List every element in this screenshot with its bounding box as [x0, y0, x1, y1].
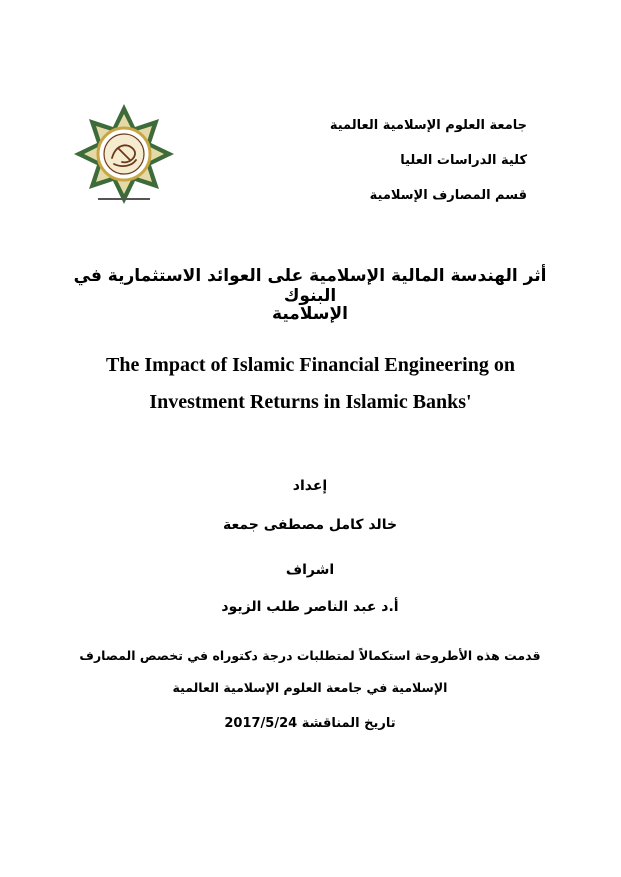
seal-caption-line: [98, 198, 150, 200]
arabic-title-line-1: أثر الهندسة المالية الإسلامية على العوائد الاستثمارية في البنوك: [73, 266, 547, 306]
english-title-line-1: The Impact of Islamic Financial Engineering on: [106, 354, 515, 376]
prepared-by-label: إعداد: [292, 478, 328, 494]
supervision-label: اشراف: [285, 562, 335, 578]
defense-date: تاريخ المناقشة 2017/5/24: [224, 716, 396, 731]
university-name: جامعة العلوم الإسلامية العالمية: [329, 118, 527, 133]
department-name: قسم المصارف الإسلامية: [369, 188, 527, 203]
college-name: كلية الدراسات العليا: [400, 153, 527, 168]
author-name: خالد كامل مصطفى جمعة: [222, 517, 398, 533]
arabic-title-line-2: الإسلامية: [272, 304, 348, 324]
submission-statement-line-2: الإسلامية في جامعة العلوم الإسلامية العالمية: [172, 680, 448, 695]
supervisor-name: أ.د عبد الناصر طلب الزيود: [221, 599, 399, 615]
english-title-line-2: Investment Returns in Islamic Banks': [149, 391, 472, 413]
submission-statement-line-1: قدمت هذه الأطروحة استكمالاً لمتطلبات درجة دكتوراه في تخصص المصارف: [79, 648, 541, 663]
university-seal-icon: [72, 102, 176, 206]
